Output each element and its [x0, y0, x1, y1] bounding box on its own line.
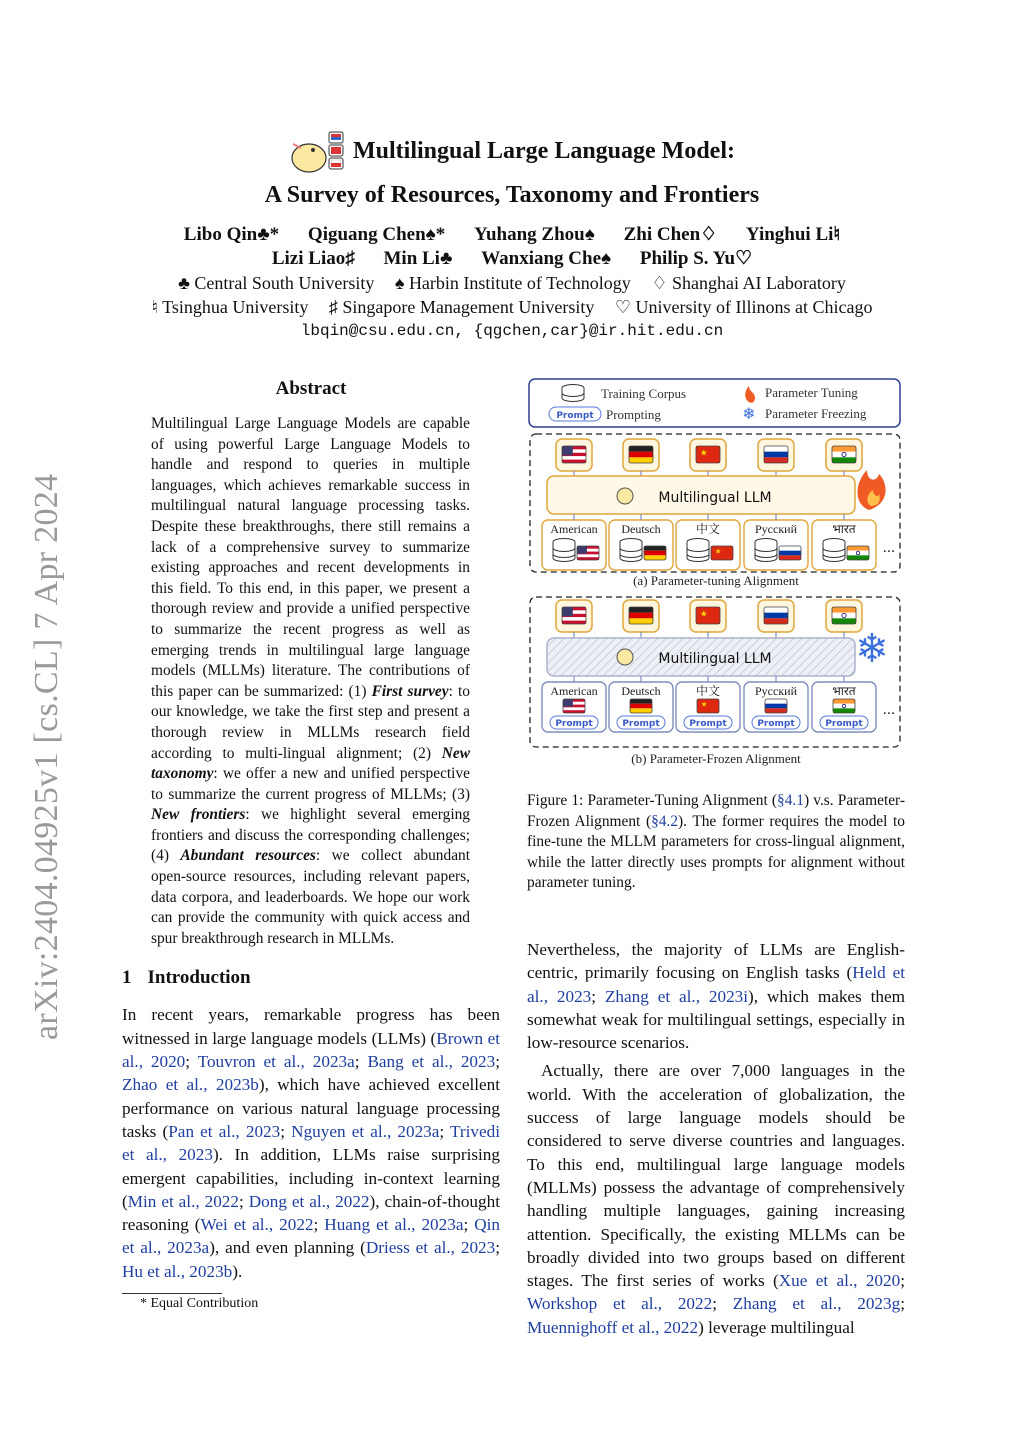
paper-title-line2: A Survey of Resources, Taxonomy and Frontiers [264, 182, 760, 208]
citation-link[interactable]: Driess et al., 2023 [365, 1238, 496, 1258]
contribution-label: New frontiers [151, 806, 246, 824]
prompt-badge: Prompt [825, 719, 863, 729]
india-flag-icon [826, 439, 862, 471]
citation-link[interactable]: Workshop et al., 2022 [527, 1294, 713, 1314]
russia-flag-icon [758, 439, 794, 471]
svg-text:★: ★ [701, 700, 708, 709]
body-paragraph: Nevertheless, the majority of LLMs are English-centric, primarily focusing on English tasks (Held et al., 2023; Zhang et al., 2023i), which makes them somewhat weak for multilingual settings, especially in low-resource scenarios. [527, 939, 905, 1053]
affiliation: ♣ Central South University [178, 273, 375, 293]
right-body [527, 938, 905, 1339]
language-label: American [550, 684, 598, 698]
right-column [527, 378, 905, 1339]
citation-link[interactable]: Brown et al., 2020 [122, 1028, 500, 1072]
prompt-box [609, 682, 673, 732]
legend-prompting: Prompting [606, 407, 661, 422]
citation-link[interactable]: Touvron et al., 2023a [197, 1052, 355, 1072]
prompt-box [744, 682, 808, 732]
abstract-body [151, 414, 470, 949]
affiliation: ♯ Singapore Management University [328, 297, 595, 317]
database-icon [562, 385, 584, 402]
language-label: Русский [755, 522, 797, 536]
database-icon [553, 539, 575, 562]
author: Philip S. Yu♡ [639, 248, 753, 269]
affiliation: ♡ University of Illinons at Chicago [614, 297, 873, 317]
database-icon [687, 539, 709, 562]
database-icon [823, 539, 845, 562]
section-heading-introduction [122, 967, 500, 989]
contact-email: lbqin@csu.edu.cn, {qgchen,car}@ir.hit.edu.cn [300, 322, 724, 340]
prompt-box [812, 682, 876, 732]
citation-link[interactable]: Xue et al., 2020 [778, 1271, 901, 1291]
database-icon [620, 539, 642, 562]
panel-parameter-frozen [530, 597, 900, 766]
language-label: Deutsch [621, 684, 661, 698]
svg-text:★: ★ [700, 609, 708, 620]
snowflake-icon: ❄ [742, 404, 756, 423]
language-label: Русский [755, 684, 797, 698]
figure-legend [529, 379, 900, 427]
legend-prompt-badge: Prompt [556, 411, 594, 421]
prompt-badge: Prompt [757, 719, 795, 729]
citation-link[interactable]: Min et al., 2022 [127, 1191, 239, 1211]
citation-link[interactable]: Held et al., 2023 [527, 963, 905, 1006]
china-flag-icon [690, 600, 726, 632]
figure-caption: Figure 1: Parameter-Tuning Alignment (§4.1) v.s. Parameter-Frozen Alignment (§4.2). The former requires the model to fine-tune the MLLM parameters for cross-lingual alignment, while the latter directly uses prompts for alignment without parameter tuning. [527, 792, 905, 892]
corpus-box [812, 520, 876, 570]
contribution-label: New taxonomy [151, 744, 470, 783]
legend-parameter-freezing: Parameter Freezing [765, 406, 867, 421]
abstract-text: : we collect abundant open-source resources, including relevant papers, data corpora, and leaderboards. We hope our work can provide the community with quick access and spur breakthrough research in MLLMs. [151, 847, 470, 947]
svg-text:★: ★ [715, 547, 722, 556]
citation-link[interactable]: Hu et al., 2023b [122, 1261, 233, 1281]
germany-flag-icon [623, 439, 659, 471]
body-paragraph: Actually, there are over 7,000 languages in the world. With the acceleration of globalization, the success of large language models should be considered to serve diverse countries and languages. To this end, multilingual large language models (MLLMs) possess the advantage of comprehensively handling multiple languages, gaining increasing attention. Specifically, the existing MLLMs can be broadly divided into two groups based on different stages. The first series of works (Xue et al., 2020; Workshop et al., 2022; Zhang et al., 2023g; Muennighoff et al., 2022) leverage multilingual [527, 1061, 905, 1337]
abstract-text: : we offer a new and unified perspective to summarize the current progress of MLLMs; (3) [151, 765, 470, 803]
usa-flag-icon [556, 600, 592, 632]
figure-1 [527, 378, 905, 775]
paper-title-line1: Multilingual Large Language Model: [352, 138, 735, 164]
database-icon [755, 539, 777, 562]
language-label: भारत [832, 522, 856, 536]
language-label: भारत [832, 684, 856, 698]
abstract-heading: Abstract [275, 378, 347, 399]
prompt-badge: Prompt [689, 719, 727, 729]
prompt-box [542, 682, 606, 732]
section-link[interactable]: §4.1 [777, 792, 804, 809]
author: Min Li♣ [383, 248, 453, 269]
authors-row2 [0, 247, 1024, 271]
left-column [122, 378, 500, 1314]
citation-link[interactable]: Trivedi et al., 2023 [122, 1121, 500, 1165]
subcaption-a: (a) Parameter-tuning Alignment [633, 573, 799, 588]
china-flag-icon [690, 439, 726, 471]
affiliation: ♮ Tsinghua University [151, 297, 309, 317]
affiliation: ♢ Shanghai AI Laboratory [651, 273, 846, 293]
ellipsis: ... [882, 541, 896, 556]
corpus-box [676, 520, 740, 570]
section-title: Introduction [147, 967, 251, 989]
language-label: 中文 [695, 522, 721, 536]
citation-link[interactable]: Bang et al., 2023 [367, 1052, 496, 1072]
footnote: * Equal Contribution [140, 1296, 259, 1311]
llm-label: Multilingual LLM [658, 490, 772, 506]
russia-flag-icon [758, 600, 794, 632]
contribution-label: Abundant resources [180, 847, 316, 865]
affiliation: ♠ Harbin Institute of Technology [394, 273, 631, 293]
prompt-badge: Prompt [622, 719, 660, 729]
corpus-box [542, 520, 606, 570]
author: Libo Qin♣* [183, 224, 280, 245]
snowflake-icon: ❄ [855, 626, 889, 672]
language-label: 中文 [695, 684, 721, 698]
citation-link[interactable]: Muennighoff et al., 2022 [527, 1317, 699, 1337]
arxiv-identifier: arXiv:2404.04925v1 [cs.CL] 7 Apr 2024 [28, 473, 65, 1040]
author: Zhi Chen♢ [623, 224, 718, 245]
legend-training-corpus: Training Corpus [601, 386, 687, 401]
ellipsis: ... [882, 703, 896, 718]
author: Yinghui Li♮ [745, 224, 841, 245]
citation-link[interactable]: Qin et al., 2023a [122, 1215, 501, 1258]
llm-label: Multilingual LLM [658, 651, 772, 667]
usa-flag-icon [556, 439, 592, 471]
author: Wanxiang Che♠ [481, 248, 612, 269]
section-link[interactable]: §4.2 [651, 812, 679, 830]
language-label: American [550, 522, 598, 536]
authors-row1 [0, 223, 1024, 247]
authors [0, 223, 1024, 271]
citation-link[interactable]: Zhao et al., 2023b [122, 1075, 259, 1095]
section-number: 1 [122, 967, 132, 989]
germany-flag-icon [623, 600, 659, 632]
author: Qiguang Chen♠* [307, 224, 446, 245]
contribution-label: First survey [371, 682, 449, 700]
mascot-logo-icon [289, 128, 347, 174]
intro-paragraph: In recent years, remarkable progress has been witnessed in large language models (LLMs) (Brown et al., 2020; Touvron et al., 2023a; Bang et al., 2023; Zhao et al., 2023b), which have achieved excellent performance on various natural language processing tasks (Pan et al., 2023; Nguyen et al., 2023a; Trivedi et al., 2023). In addition, LLMs raise surprising emergent capabilities, including in-context learning (Min et al., 2022; Dong et al., 2022), chain-of-thought reasoning (Wei et al., 2022; Huang et al., 2023a; Qin et al., 2023a), and even planning (Driess et al., 2023; Hu et al., 2023b). [122, 1005, 501, 1281]
language-label: Deutsch [621, 522, 661, 536]
abstract-text: Multilingual Large Language Models are capable of using powerful Large Language Models to handle and respond to queries in multiple languages, which achieves remarkable success in multilingual natural language processing tasks. Despite these breakthroughs, there still remains a lack of a comprehensive survey to summarize existing approaches and recent developments in this field. To this end, in this paper, we present a thorough review and provide a unified perspective to summarize the recent progress as well as emerging trends in multilingual large language models (MLLMs) literature. The contributions of this paper can be summarized: (1) [151, 415, 470, 700]
citation-link[interactable]: Zhang et al., 2023i [604, 986, 749, 1006]
corpus-box [744, 520, 808, 570]
legend-parameter-tuning: Parameter Tuning [765, 385, 858, 400]
panel-parameter-tuning [530, 434, 900, 588]
svg-text:★: ★ [700, 448, 708, 459]
citation-link[interactable]: Pan et al., 2023 [168, 1121, 281, 1141]
citation-link[interactable]: Wei et al., 2022 [200, 1215, 314, 1235]
affiliations-row2 [0, 295, 1024, 319]
abstract-text: : we highlight several emerging frontiers and discuss the corresponding challenges; (4) [151, 806, 470, 865]
corpus-box [609, 520, 673, 570]
citation-link[interactable]: Nguyen et al., 2023a [291, 1121, 440, 1141]
author: Lizi Liao♯ [271, 248, 355, 269]
citation-link[interactable]: Huang et al., 2023a [324, 1215, 464, 1235]
author: Yuhang Zhou♠ [474, 224, 595, 245]
affiliations-row1 [0, 271, 1024, 295]
subcaption-b: (b) Parameter-Frozen Alignment [631, 751, 801, 766]
prompt-badge: Prompt [555, 719, 593, 729]
prompt-box [676, 682, 740, 732]
citation-link[interactable]: Zhang et al., 2023g [732, 1294, 901, 1314]
citation-link[interactable]: Dong et al., 2022 [248, 1191, 370, 1211]
title-block [0, 128, 1024, 343]
abstract-text: : to our knowledge, we take the first step and present a thorough review in MLLMs research field according to multi-lingual alignment; (2) [151, 682, 470, 762]
flame-icon [858, 470, 886, 510]
